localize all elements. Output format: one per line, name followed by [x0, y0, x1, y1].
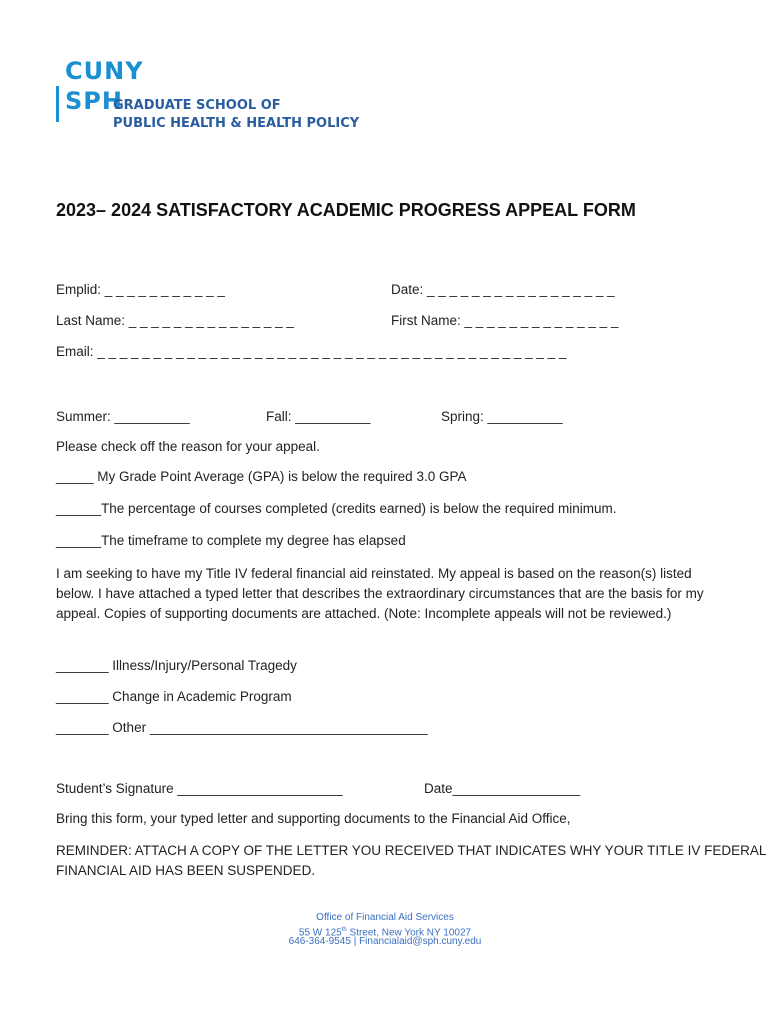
logo-school-line2: PUBLIC HEALTH & HEALTH POLICY	[113, 116, 360, 131]
summer-term-field[interactable]: Summer: __________	[56, 409, 190, 424]
circumstance-other-item[interactable]: _______ Other _____________________________________	[56, 720, 428, 735]
appeal-statement: I am seeking to have my Title IV federal financial aid reinstated. My appeal is based on the reason(s) listed below. I have attached a typed letter that describes the extraordinary circumstances that are the basis for my appeal. Copies of supporting documents are attached. (Note: Incomplete appeals will not be reviewed.)	[56, 566, 704, 621]
logo-bar	[56, 86, 59, 122]
footer-address-pre: 55 W 125	[298, 927, 342, 939]
footer-address-post: Street, New York NY 10027	[346, 927, 472, 939]
form-title: 2023– 2024 SATISFACTORY ACADEMIC PROGRESS APPEAL FORM	[56, 200, 636, 220]
email-field[interactable]: Email: _ _ _ _ _ _ _ _ _ _ _ _ _ _ _ _ _ _ _ _ _ _ _ _ _ _ _ _ _ _ _ _ _ _ _ _ _ _ _ _ _ _	[56, 344, 567, 359]
footer-contact[interactable]: 646-364-9545 | Financialaid@sph.cuny.edu	[288, 936, 482, 947]
circumstance-program-change-item[interactable]: _______ Change in Academic Program	[56, 689, 292, 704]
signature-date-field[interactable]: Date_________________	[424, 781, 581, 796]
last-name-field[interactable]: Last Name: _ _ _ _ _ _ _ _ _ _ _ _ _ _ _	[56, 313, 294, 328]
reminder-line-2: FINANCIAL AID HAS BEEN SUSPENDED.	[56, 863, 316, 878]
reason-credits-item[interactable]: ______The percentage of courses completed (credits earned) is below the required minimum.	[56, 501, 617, 516]
date-field[interactable]: Date: _ _ _ _ _ _ _ _ _ _ _ _ _ _ _ _ _	[391, 282, 615, 297]
logo-sph-text: SPH	[65, 87, 123, 115]
fall-term-field[interactable]: Fall: __________	[266, 409, 371, 424]
reason-prompt: Please check off the reason for your appeal.	[56, 439, 320, 454]
first-name-field[interactable]: First Name: _ _ _ _ _ _ _ _ _ _ _ _ _ _	[391, 313, 619, 328]
logo-cuny-text: CUNY	[65, 57, 144, 85]
reason-timeframe-item[interactable]: ______The timeframe to complete my degree has elapsed	[56, 533, 406, 548]
spring-term-field[interactable]: Spring: __________	[441, 409, 563, 424]
footer-office: Office of Financial Aid Services	[316, 912, 454, 923]
bring-instructions: Bring this form, your typed letter and supporting documents to the Financial Aid Office,	[56, 811, 571, 826]
footer-address-sup: th	[341, 927, 347, 933]
logo-school-line1: GRADUATE SCHOOL OF	[113, 98, 281, 113]
reminder-line-1: REMINDER: ATTACH A COPY OF THE LETTER YOU RECEIVED THAT INDICATES WHY YOUR TITLE IV FEDERAL	[56, 843, 767, 858]
cuny-sph-logo	[56, 56, 360, 131]
circumstance-illness-item[interactable]: _______ Illness/Injury/Personal Tragedy	[56, 658, 297, 673]
reason-gpa-item[interactable]: _____ My Grade Point Average (GPA) is below the required 3.0 GPA	[56, 469, 467, 484]
emplid-field[interactable]: Emplid: _ _ _ _ _ _ _ _ _ _ _	[56, 282, 225, 297]
student-signature-field[interactable]: Student’s Signature ______________________	[56, 781, 343, 796]
